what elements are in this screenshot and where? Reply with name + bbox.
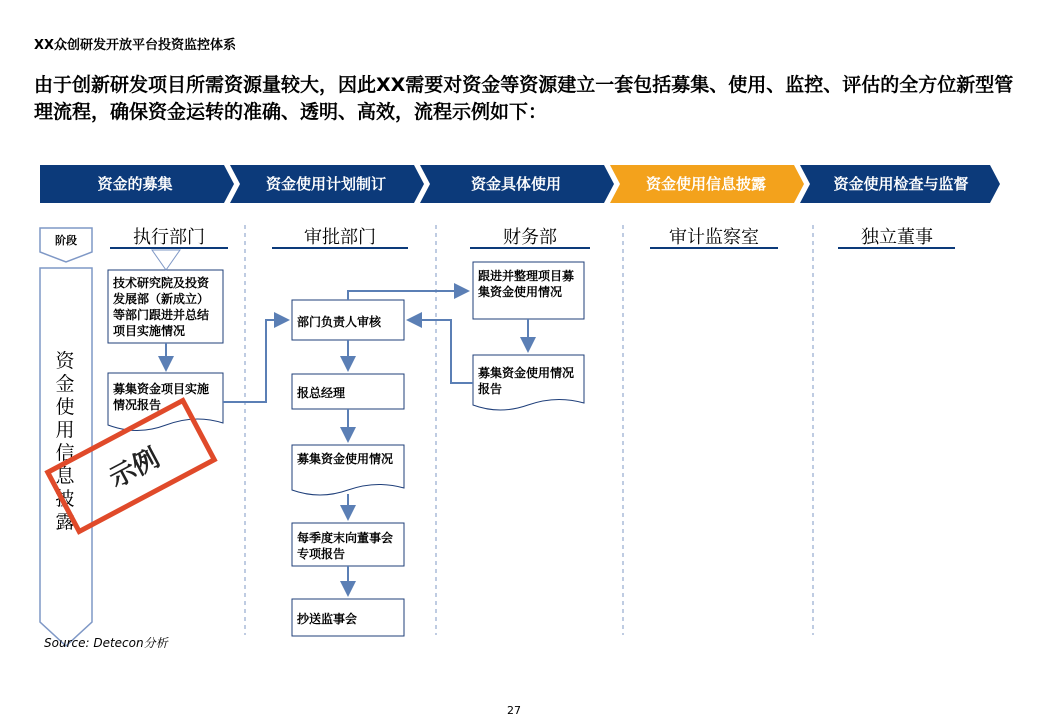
stage-label-4: 资金使用信息披露 xyxy=(645,175,766,193)
box-usage-status: 募集资金使用情况 xyxy=(297,452,394,466)
example-stamp-text: 示例 xyxy=(104,443,165,495)
dept-approval: 审批部门 xyxy=(304,227,376,248)
box-fin-report: 募集资金使用情况报告 xyxy=(478,366,575,396)
dept-audit: 审计监察室 xyxy=(669,227,759,248)
slide-headline: 由于创新研发项目所需资源量较大，因此XX需要对资金等资源建立一套包括募集、使用、监控、评估的全方位新型管理流程，确保资金运转的准确、透明、高效，流程示例如下： xyxy=(34,74,1014,123)
box-gm-report: 报总经理 xyxy=(297,386,346,400)
stage-label-5: 资金使用检查与监督 xyxy=(833,175,969,193)
dept-finance: 财务部 xyxy=(503,227,557,248)
source-note: Source: Detecon分析 xyxy=(44,636,168,650)
stage-label-2: 资金使用计划制订 xyxy=(265,175,386,193)
box-cc-supervisors: 抄送监事会 xyxy=(297,612,358,626)
box-exec-track: 技术研究院及投资发展部（新成立）等部门跟进并总结项目实施情况 xyxy=(113,276,210,338)
dept-executive: 执行部门 xyxy=(133,227,205,248)
dept-independent-director: 独立董事 xyxy=(861,227,933,248)
page-number: 27 xyxy=(507,704,521,717)
box-quarterly-report: 每季度末向董事会专项报告 xyxy=(297,531,394,561)
phase-vertical-text: 资 金 使 用 信 息 披 露 xyxy=(55,350,75,533)
box-head-review: 部门负责人审核 xyxy=(297,315,382,329)
slide-subtitle: XX众创研发开放平台投资监控体系 xyxy=(34,38,237,53)
stage-label-3: 资金具体使用 xyxy=(470,175,561,193)
phase-label: 阶段 xyxy=(55,234,77,247)
box-fin-track: 跟进并整理项目募集资金使用情况 xyxy=(478,269,575,299)
stage-label-1: 资金的募集 xyxy=(97,175,173,193)
box-exec-report: 募集资金项目实施情况报告 xyxy=(113,382,210,412)
